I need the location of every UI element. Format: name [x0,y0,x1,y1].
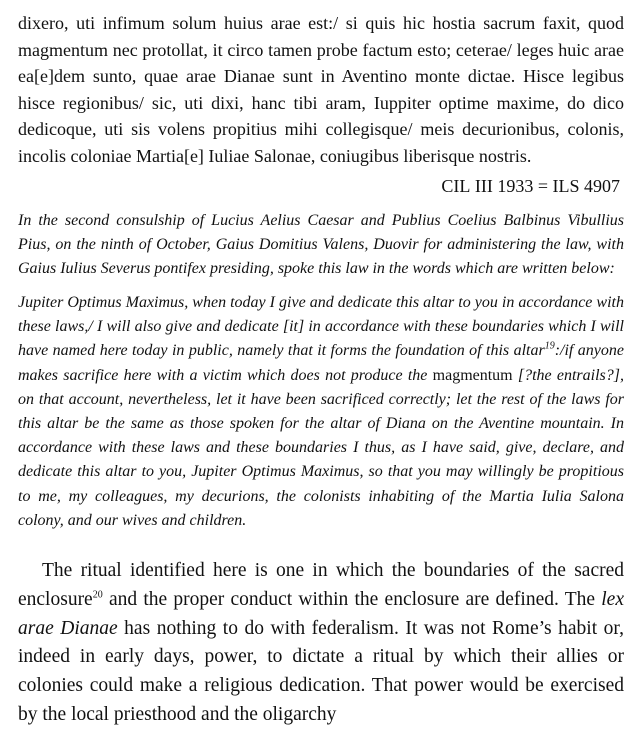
document-page [18,0,624,730]
footnote-ref-20[interactable]: 20 [92,589,103,601]
latin-inscription-text: dixero, uti infimum solum huius arae est:/ si quis hic hostia sacrum faxit, quod magmentum nec protollat, it circo tamen probe factum esto; ceterae/ leges huic arae ea[e]dem sunto, quae arae Dianae sunt in Aventino monte dictae. Hisce legibus hisce regionibus/ sic, uti dixi, hanc tibi aram, Iuppiter optime maxime, do dico dedicoque, uti sis volens propitius mihi collegisque/ meis decurionibus, colonis, incolis coloniae Martia[e] Iuliae Salonae, coniugibus liberisque nostris. [18,13,624,166]
translation-dedication [18,291,624,533]
equals-sign: = [537,176,548,196]
cil-reference: III 1933 [474,176,534,196]
footnote-ref-19[interactable]: 19 [544,341,555,353]
translation-dedication-part1: Jupiter Optimus Maximus, when today I give and dedicate this altar to you in accordance with these laws,/ I will also give and dedicate [it] in accordance with these boundaries which I will have named here today in public, namely that it forms the foundation of this altar [18,294,624,360]
body-paragraph-part2: and the proper conduct within the enclosure are defined. The [102,588,602,610]
lex-arae-dianae-term: lex arae Dianae [18,588,624,639]
body-paragraph [18,557,624,730]
body-paragraph-part1: The ritual identified here is one in which the boundaries of the sacred enclosure [18,560,624,610]
cil-label: CIL [441,176,471,196]
ils-reference: 4907 [584,176,620,196]
translation-dedication-part3: [?the entrails?], on that account, nevertheless, let it have been sacrificed correctly; let the rest of the laws for this altar be the same as those spoken for the altar of Diana on the Aventine mountain. In accordance with these laws and these boundaries I thus, as I have said, give, declare, and dedicate this altar to you, Jupiter Optimus Maximus, so that you may willingly be propitious to me, my colleagues, my decurions, the colonists inhabiting of the Martia Iulia Salona colony, and our wives and children. [18,366,625,529]
ils-label: ILS [552,176,580,196]
body-paragraph-part3: has nothing to do with federalism. It was not Rome’s habit or, indeed in early days, power, to dictate a ritual by which their allies or colonies could make a religious dedication. That power would be exercised by the local priesthood and the oligarchy [18,617,624,726]
translation-dedication-part2: :/if anyone makes sacrifice here with a victim which does not produce the [18,342,624,384]
inscription-citation [18,173,620,199]
magmentum-term: magmentum [432,366,513,384]
translation-preamble: In the second consulship of Lucius Aelius Caesar and Publius Coelius Balbinus Vibullius Pius, on the ninth of October, Gaius Domitius Valens, Duovir for administering the law, with Gaius Iulius Severus pontifex presiding, spoke this law in the words which are written below: [18,212,624,277]
